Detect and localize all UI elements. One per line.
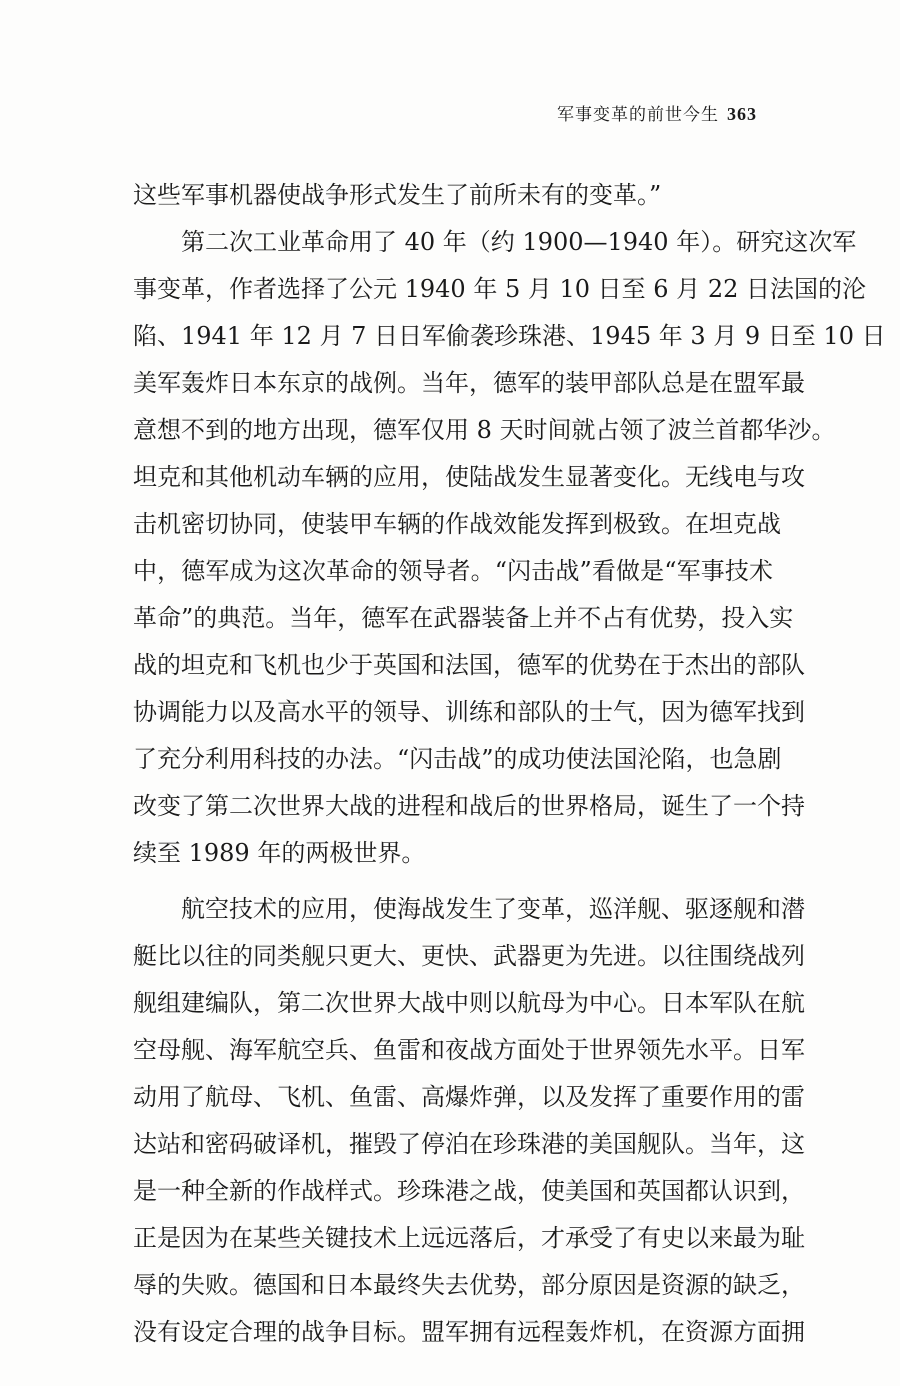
text-line: 事变革，作者选择了公元 1940 年 5 月 10 日至 6 月 22 日法国的沦 xyxy=(133,275,866,303)
text-line: 了充分利用科技的办法。“闪击战”的成功使法国沦陷，也急剧 xyxy=(133,745,782,773)
text-line: 空母舰、海军航空兵、鱼雷和夜战方面处于世界领先水平。日军 xyxy=(133,1036,805,1064)
text-line: 这些军事机器使战争形式发生了前所未有的变革。” xyxy=(133,181,662,209)
paragraph xyxy=(133,172,773,219)
body-text xyxy=(133,172,886,1356)
paragraph xyxy=(133,886,805,1356)
text-line: 辱的失败。德国和日本最终失去优势，部分原因是资源的缺乏， xyxy=(133,1271,805,1299)
text-line: 改变了第二次世界大战的进程和战后的世界格局，诞生了一个持 xyxy=(133,792,805,820)
text-line: 革命”的典范。当年，德军在武器装备上并不占有优势，投入实 xyxy=(133,604,794,632)
text-line: 意想不到的地方出现，德军仅用 8 天时间就占领了波兰首都华沙。 xyxy=(133,416,836,444)
text-line: 第二次工业革命用了 40 年（约 1900—1940 年）。研究这次军 xyxy=(181,228,857,256)
paragraph-spacer xyxy=(133,877,773,886)
text-line: 动用了航母、飞机、鱼雷、高爆炸弹，以及发挥了重要作用的雷 xyxy=(133,1083,805,1111)
text-line: 是一种全新的作战样式。珍珠港之战，使美国和英国都认识到， xyxy=(133,1177,805,1205)
running-header xyxy=(557,100,757,125)
text-line: 陷、1941 年 12 月 7 日日军偷袭珍珠港、1945 年 3 月 9 日至 10 日 xyxy=(133,322,886,350)
text-line: 续至 1989 年的两极世界。 xyxy=(133,839,426,867)
text-line: 协调能力以及高水平的领导、训练和部队的士气，因为德军找到 xyxy=(133,698,805,726)
text-line: 达站和密码破译机，摧毁了停泊在珍珠港的美国舰队。当年，这 xyxy=(133,1130,805,1158)
text-line: 美军轰炸日本东京的战例。当年，德军的装甲部队总是在盟军最 xyxy=(133,369,805,397)
paragraph xyxy=(133,219,886,877)
text-line: 中，德军成为这次革命的领导者。“闪击战”看做是“军事技术 xyxy=(133,557,773,585)
text-line: 舰组建编队，第二次世界大战中则以航母为中心。日本军队在航 xyxy=(133,989,805,1017)
text-line: 航空技术的应用，使海战发生了变革，巡洋舰、驱逐舰和潜 xyxy=(181,895,805,923)
text-line: 坦克和其他机动车辆的应用，使陆战发生显著变化。无线电与攻 xyxy=(133,463,805,491)
text-line: 没有设定合理的战争目标。盟军拥有远程轰炸机，在资源方面拥 xyxy=(133,1318,805,1346)
section-title: 军事变革的前世今生 xyxy=(557,105,719,125)
text-line: 艇比以往的同类舰只更大、更快、武器更为先进。以往围绕战列 xyxy=(133,942,805,970)
page-number: 363 xyxy=(727,104,757,124)
text-line: 击机密切协同，使装甲车辆的作战效能发挥到极致。在坦克战 xyxy=(133,510,781,538)
text-line: 战的坦克和飞机也少于英国和法国，德军的优势在于杰出的部队 xyxy=(133,651,805,679)
text-line: 正是因为在某些关键技术上远远落后，才承受了有史以来最为耻 xyxy=(133,1224,805,1252)
